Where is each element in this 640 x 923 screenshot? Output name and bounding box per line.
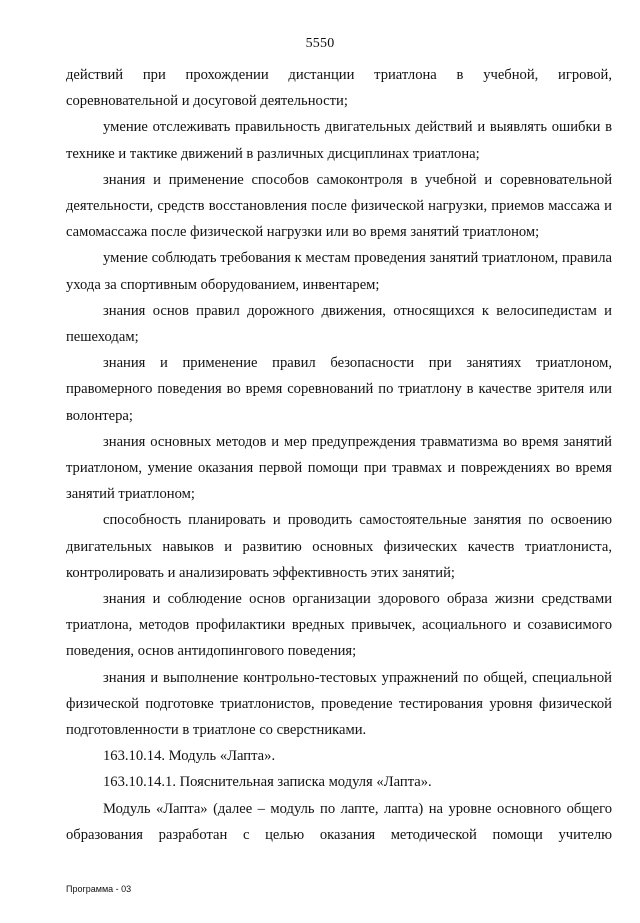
paragraph-item: способность планировать и проводить самостоятельные занятия по освоению двигательных навыков и развитию основных физических качеств триатлониста, контролировать и анализировать эффективность этих занятий; [66, 512, 612, 581]
paragraph-item: знания и применение правил безопасности при занятиях триатлоном, правомерного поведения во время соревнований по триатлону в качестве зрителя или волонтера; [66, 355, 612, 424]
paragraph-item: знания основных методов и мер предупреждения травматизма во время занятий триатлоном, умение оказания первой помощи при травмах и повреждениях во время занятий триатлоном; [66, 433, 612, 503]
paragraph-item: умение соблюдать требования к местам проведения занятий триатлоном, правила ухода за спортивным оборудованием, инвентарем; [66, 250, 612, 293]
paragraph-item: знания и применение способов самоконтроля в учебной и соревновательной деятельности, средств восстановления после физической нагрузки, приемов массажа и самомассажа после физической нагрузки или во время занятий триатлоном; [66, 171, 612, 241]
subsection-heading: 163.10.14.1. Пояснительная записка модуля «Лапта». [103, 774, 432, 791]
document-body [66, 62, 612, 848]
paragraph-item: знания и соблюдение основ организации здорового образа жизни средствами триатлона, методов профилактики вредных привычек, асоциального и созависимого поведения, основ антидопингового поведения; [66, 591, 612, 660]
paragraph-item: знания и выполнение контрольно-тестовых упражнений по общей, специальной физической подготовке триатлонистов, проведение тестирования уровня физической подготовленности в триатлоне со сверстниками. [66, 669, 612, 739]
section-heading: 163.10.14. Модуль «Лапта». [103, 748, 276, 765]
paragraph-continuation: действий при прохождении дистанции триатлона в учебной, игровой, соревновательной и досуговой деятельности; [66, 67, 612, 110]
page-number: 5550 [305, 36, 335, 51]
paragraph-item: Модуль «Лапта» (далее – модуль по лапте, лапта) на уровне основного общего образования разработан с целью оказания методической помощи учителю [66, 800, 612, 843]
paragraph-item: знания основ правил дорожного движения, относящихся к велосипедистам и пешеходам; [66, 302, 612, 346]
page-footer: Программа - 03 [66, 884, 132, 894]
paragraph-item: умение отслеживать правильность двигательных действий и выявлять ошибки в технике и тактике движений в различных дисциплинах триатлона; [66, 119, 612, 162]
